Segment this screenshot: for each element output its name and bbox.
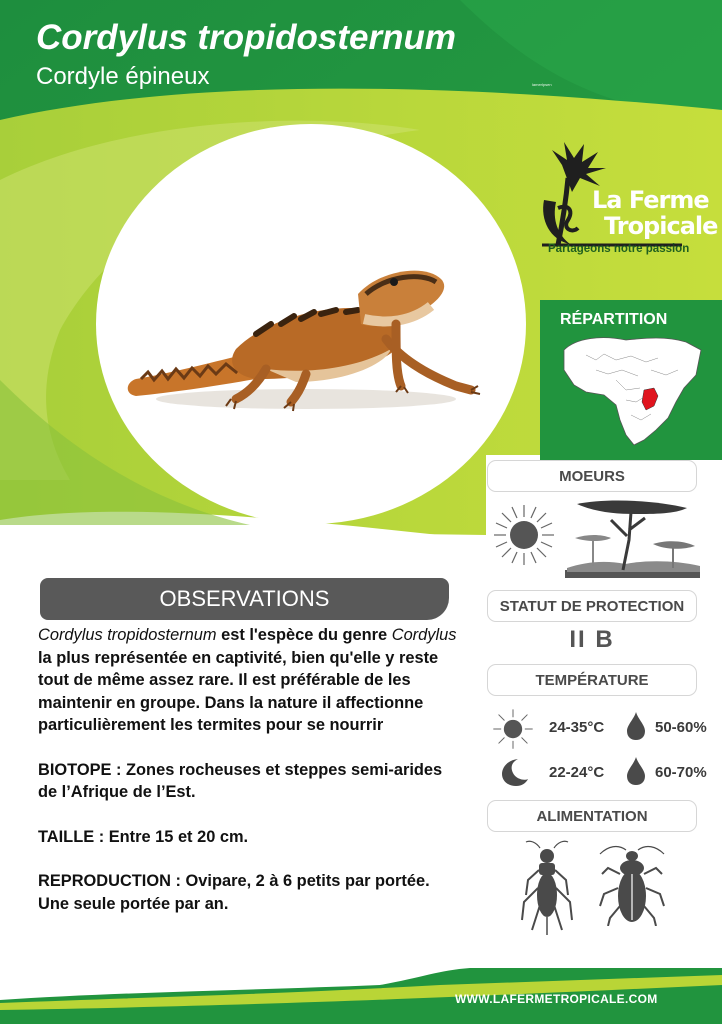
- reproduction-text: Ovipare, 2 à 6 petits par portée. Une seule portée par an.: [38, 872, 430, 913]
- cockroach-icon: [598, 844, 666, 926]
- protection-status-value: II B: [569, 626, 615, 653]
- scientific-name-title: Cordylus tropidosternum: [36, 18, 457, 57]
- protection-pill: STATUT DE PROTECTION: [487, 590, 697, 622]
- website-link[interactable]: WWW.LAFERMETROPICALE.COM: [455, 992, 658, 1006]
- logo-text-line2: Tropicale: [604, 212, 718, 240]
- night-humidity-drop-icon: [626, 756, 646, 786]
- tiny-label: lamerlpsen: [532, 82, 552, 87]
- temperature-pill: TEMPÉRATURE: [487, 664, 697, 696]
- observations-body: [38, 624, 463, 915]
- day-sun-icon: [492, 708, 534, 750]
- common-name-subtitle: Cordyle épineux: [36, 63, 210, 90]
- humidity-drop-icon: [626, 711, 646, 741]
- species-photo: [96, 124, 526, 524]
- observations-intro: [38, 624, 463, 737]
- lizard-illustration: [96, 124, 526, 524]
- reproduction-paragraph: [38, 870, 463, 915]
- biotope-label: BIOTOPE :: [38, 760, 122, 779]
- moeurs-pill: MOEURS: [487, 460, 697, 492]
- cricket-icon: [520, 840, 575, 940]
- night-temperature: 22-24°C: [549, 764, 605, 781]
- sun-icon: [492, 503, 556, 567]
- day-humidity: 50-60%: [655, 719, 707, 736]
- genus-name-italic: Cordylus: [391, 626, 457, 644]
- night-moon-icon: [500, 757, 530, 787]
- logo-slogan: Partageons notre passion: [548, 243, 690, 255]
- africa-distribution-map: [556, 330, 706, 450]
- logo-text-line1: La Ferme: [592, 186, 709, 214]
- reproduction-label: REPRODUCTION :: [38, 872, 181, 890]
- biotope-paragraph: [38, 759, 463, 804]
- savanna-acacia-icon: [565, 500, 700, 578]
- taille-text: Entre 15 et 20 cm.: [104, 827, 249, 846]
- biotope-text: Zones rocheuses et steppes semi-arides de l’Afrique de l’Est.: [38, 760, 443, 801]
- night-humidity: 60-70%: [655, 764, 707, 781]
- taille-label: TAILLE :: [38, 827, 105, 846]
- repartition-title: RÉPARTITION: [560, 311, 668, 328]
- intro-text-2: la plus représentée en captivité, bien qu'elle y reste tout de même assez rare. Il est préférable de les maintenir en groupe. Dans la nature il affectionne particulièrement les termites pour se nourrir: [38, 648, 439, 734]
- species-name-italic: Cordylus tropidosternum: [38, 626, 217, 644]
- observations-header-bar: OBSERVATIONS: [40, 578, 449, 620]
- taille-paragraph: [38, 826, 463, 849]
- day-temperature: 24-35°C: [549, 719, 605, 736]
- alimentation-pill: ALIMENTATION: [487, 800, 697, 832]
- intro-text-1: est l'espèce du genre: [216, 626, 392, 644]
